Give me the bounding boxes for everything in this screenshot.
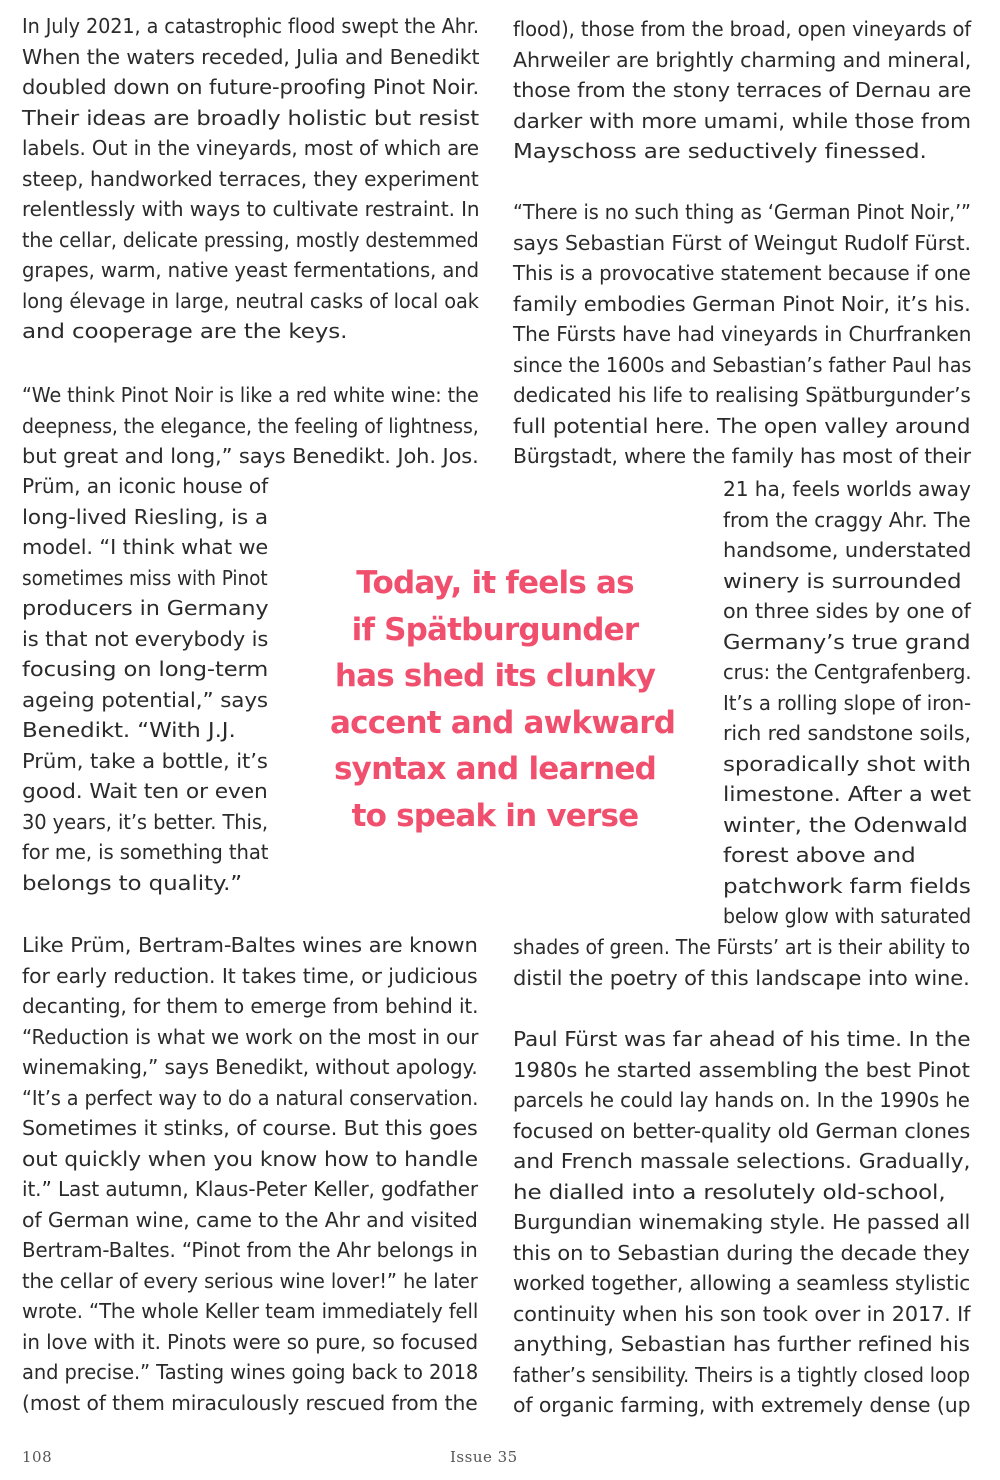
text-line: for early reduction. It takes time, or judicious — [22, 963, 478, 988]
text-line: grapes, warm, native yeast fermentations, and — [22, 258, 479, 282]
text-line: 1980s he started assembling the best Pinot — [513, 1057, 970, 1082]
pull-quote-line: to speak in verse — [351, 797, 639, 834]
text-line: “It’s a perfect way to do a natural conservation. — [22, 1085, 479, 1110]
text-line: it.” Last autumn, Klaus-Peter Keller, godfather — [22, 1177, 479, 1201]
text-line: for me, is something that — [22, 840, 269, 864]
text-line: This is a provocative statement because if one — [513, 261, 971, 285]
text-line: worked together, allowing a seamless stylistic — [513, 1271, 971, 1295]
text-line: full potential here. The open valley around — [513, 413, 971, 438]
text-line: the cellar, delicate pressing, mostly destemmed — [22, 227, 479, 252]
text-line: When the waters receded, Julia and Benedikt — [22, 44, 480, 69]
text-line: the cellar of every serious wine lover!” he later — [22, 1268, 478, 1293]
text-line: family embodies German Pinot Noir, it’s his. — [513, 291, 971, 316]
text-line: ageing potential,” says — [22, 687, 269, 712]
text-line: and cooperage are the keys. — [22, 319, 348, 343]
text-line: Sometimes it stinks, of course. But this goes — [22, 1116, 478, 1140]
text-line: below glow with saturated — [723, 904, 972, 928]
text-line: Benedikt. “With J.J. — [22, 718, 236, 742]
pull-quote-line: syntax and learned — [334, 751, 656, 787]
text-line: Mayschoss are seductively finessed. — [513, 139, 927, 163]
text-line: Their ideas are broadly holistic but resist — [22, 105, 480, 130]
text-line: is that not everybody is — [22, 626, 269, 651]
text-line: “We think Pinot Noir is like a red white wine: the — [22, 383, 479, 407]
text-line: of German wine, came to the Ahr and visited — [22, 1207, 478, 1232]
text-line: good. Wait ten or even — [22, 779, 268, 803]
text-line: rich red sandstone soils, — [723, 721, 971, 745]
text-line: Ahrweiler are brightly charming and mineral, — [513, 47, 972, 72]
text-line: belongs to quality.” — [22, 870, 243, 895]
text-line: forest above and — [723, 843, 916, 867]
text-line: labels. Out in the vineyards, most of which are — [22, 136, 479, 160]
pull-quote-line: has shed its clunky — [334, 658, 656, 694]
text-line: since the 1600s and Sebastian’s father Paul has — [513, 352, 972, 377]
pull-quote-line: Today, it feels as — [356, 565, 634, 601]
page-number: 108 — [22, 1448, 53, 1466]
pull-quote-line: accent and awkward — [330, 704, 676, 741]
text-line: crus: the Centgrafenberg. — [723, 660, 972, 684]
text-line: those from the stony terraces of Dernau are — [513, 78, 972, 102]
text-line: on three sides by one of — [723, 599, 971, 623]
text-line: and precise.” Tasting wines going back to 2018 — [22, 1360, 479, 1384]
text-line: The Fürsts have had vineyards in Churfranken — [513, 322, 972, 346]
text-line: parcels he could lay hands on. In the 1990s he — [513, 1088, 970, 1112]
text-line: shades of green. The Fürsts’ art is their ability to — [513, 935, 971, 959]
text-line: continuity when his son took over in 2017. If — [513, 1301, 971, 1326]
text-line: wrote. “The whole Keller team immediately fell — [22, 1299, 479, 1323]
text-line: he dialled into a resolutely old-school, — [513, 1179, 946, 1204]
pull-quote — [330, 560, 676, 839]
text-line: long élevage in large, neutral casks of local oak — [22, 288, 479, 313]
text-line: Bürgstadt, where the family has most of their — [513, 444, 971, 468]
text-line: says Sebastian Fürst of Weingut Rudolf Fürst. — [513, 230, 971, 255]
text-line: father’s sensibility. Theirs is a tightly closed loop — [513, 1362, 970, 1387]
text-line: dedicated his life to realising Spätburgunder’s — [513, 383, 971, 407]
text-line: winery is surrounded — [723, 568, 962, 593]
text-line: model. “I think what we — [22, 535, 269, 559]
text-line: long-lived Riesling, is a — [22, 504, 268, 529]
text-line: from the craggy Ahr. The — [723, 507, 971, 532]
text-line: Germany’s true grand — [723, 629, 971, 654]
text-line: distil the poetry of this landscape into wine. — [513, 965, 970, 990]
text-line: deepness, the elegance, the feeling of lightness, — [22, 413, 479, 438]
text-line: winemaking,” says Benedikt, without apology. — [22, 1055, 478, 1079]
text-line: of organic farming, with extremely dense (up — [513, 1393, 971, 1417]
text-line: handsome, understated — [723, 538, 972, 562]
pull-quote-line: if Spätburgunder — [351, 611, 639, 648]
text-line: out quickly when you know how to handle — [22, 1146, 478, 1171]
issue-label: Issue 35 — [450, 1448, 518, 1466]
text-line: producers in Germany — [22, 596, 269, 620]
text-line: this on to Sebastian during the decade they — [513, 1240, 970, 1265]
text-line: In July 2021, a catastrophic flood swept the Ahr. — [22, 14, 479, 38]
text-line: winter, the Odenwald — [723, 812, 968, 837]
text-line: Paul Fürst was far ahead of his time. In the — [513, 1027, 971, 1051]
text-line: but great and long,” says Benedikt. Joh. Jos. — [22, 444, 479, 468]
text-line: limestone. After a wet — [723, 782, 971, 806]
text-line: steep, handworked terraces, they experiment — [22, 166, 479, 191]
text-line: patchwork farm fields — [723, 873, 971, 898]
text-line: anything, Sebastian has further refined his — [513, 1332, 970, 1356]
text-line: 30 years, it’s better. This, — [22, 809, 268, 834]
text-line: sporadically shot with — [723, 751, 971, 776]
text-line: relentlessly with ways to cultivate restraint. In — [22, 197, 480, 221]
text-line: Bertram-Baltes. “Pinot from the Ahr belongs in — [22, 1238, 478, 1262]
text-line: and French massale selections. Gradually, — [513, 1149, 971, 1173]
text-line: doubled down on future-proofing Pinot Noir. — [22, 75, 480, 99]
text-line: Prüm, take a bottle, it’s — [22, 748, 268, 773]
text-line: Burgundian winemaking style. He passed all — [513, 1210, 971, 1234]
text-line: Like Prüm, Bertram-Baltes wines are known — [22, 933, 478, 957]
text-line: decanting, for them to emerge from behind it. — [22, 994, 479, 1018]
text-line: focusing on long-term — [22, 657, 269, 681]
text-line: focused on better-quality old German clones — [513, 1118, 971, 1143]
text-line: (most of them miraculously rescued from the — [22, 1390, 478, 1415]
text-line: darker with more umami, while those from — [513, 108, 971, 133]
text-line: Prüm, an iconic house of — [22, 474, 269, 498]
text-line: 21 ha, feels worlds away — [723, 477, 971, 501]
text-line: “Reduction is what we work on the most in our — [22, 1024, 479, 1049]
text-line: It’s a rolling slope of iron- — [723, 690, 972, 715]
text-line: sometimes miss with Pinot — [22, 565, 268, 590]
text-line: flood), those from the broad, open vineyards of — [513, 17, 972, 41]
text-line: “There is no such thing as ‘German Pinot Noir,’” — [513, 200, 971, 224]
text-line: in love with it. Pinots were so pure, so focused — [22, 1329, 479, 1354]
